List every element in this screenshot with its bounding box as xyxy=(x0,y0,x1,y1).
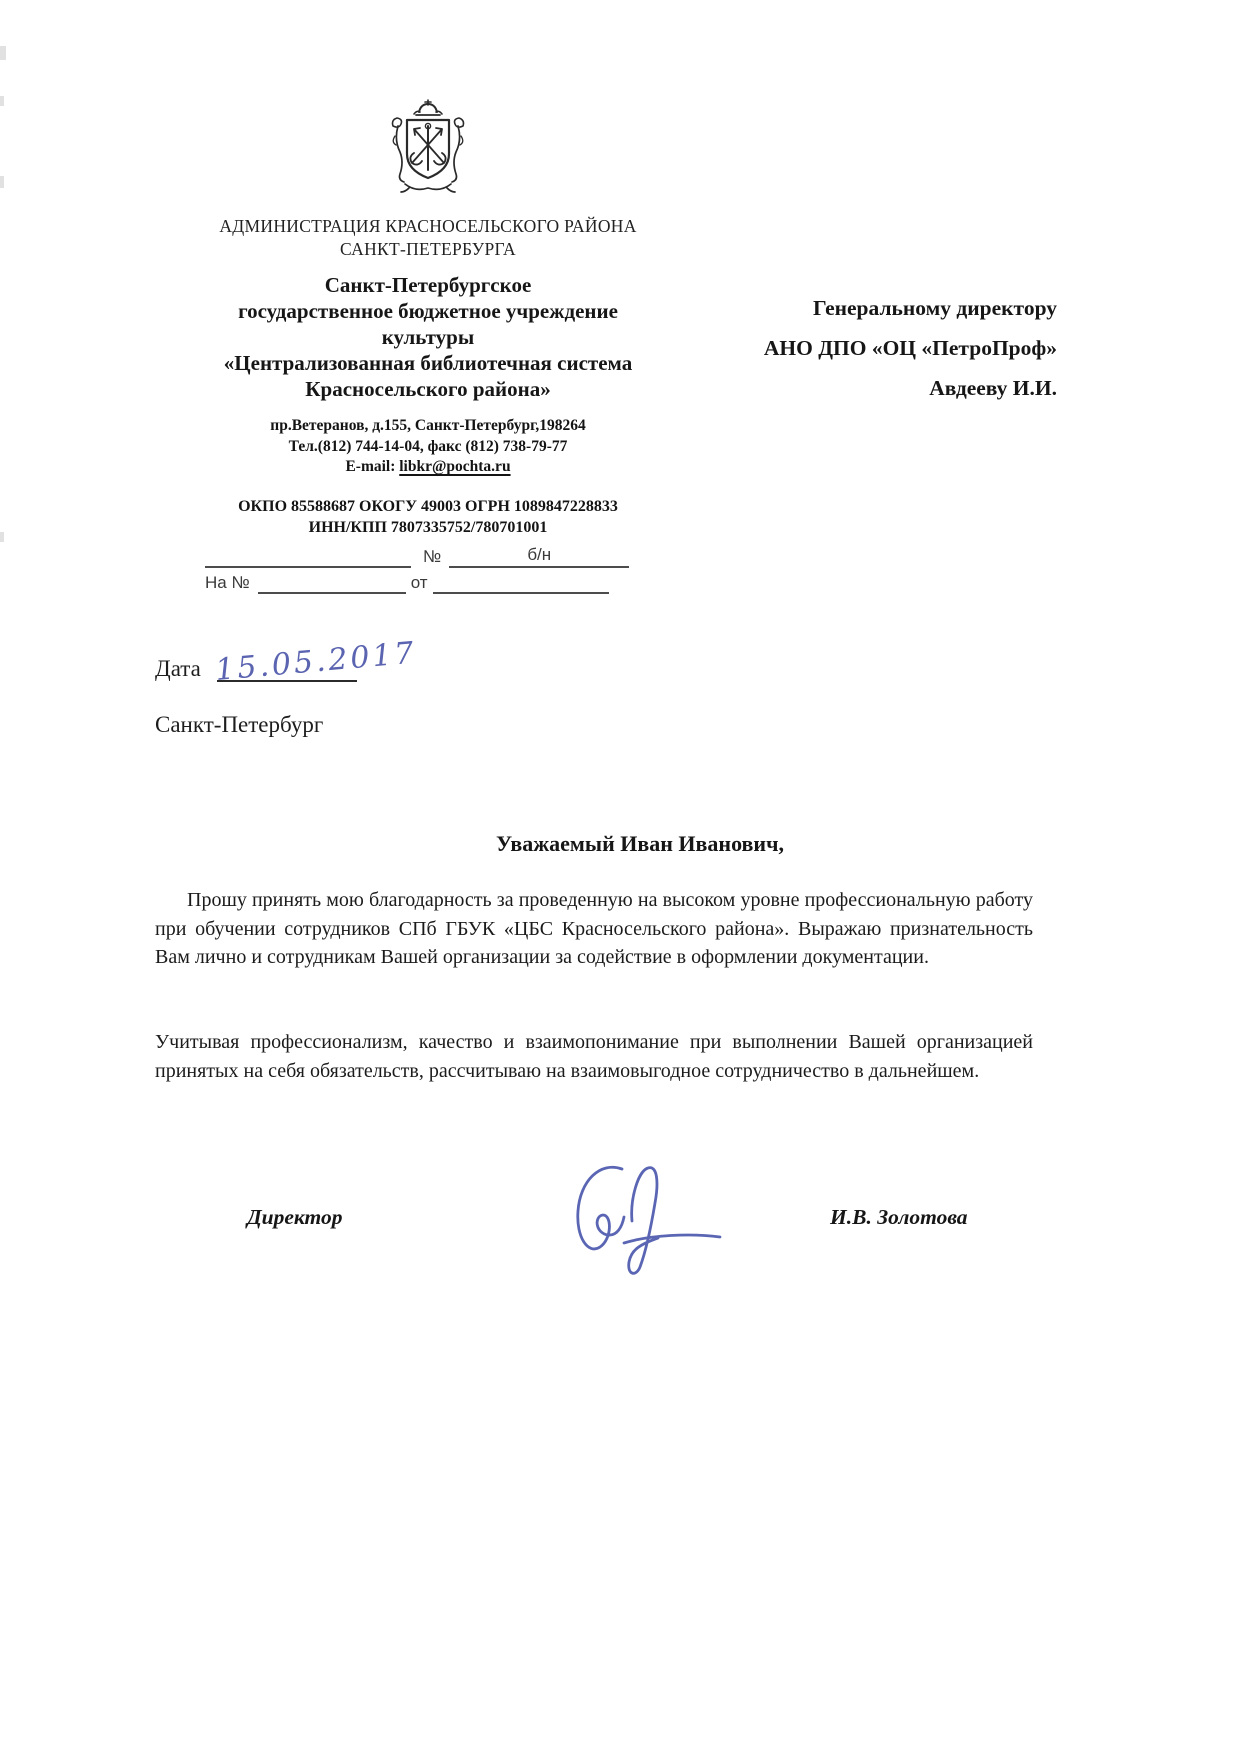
handwritten-signature xyxy=(570,1155,765,1275)
administration-line-2: САНКТ-ПЕТЕРБУРГА xyxy=(340,239,516,259)
body-paragraph-2: Учитывая профессионализм, качество и взаимопонимание при выполнении Вашей организацией принятых на себя обязательств, рассчитываю на взаимовыгодное сотрудничество в дальнейшем. xyxy=(155,1031,1033,1082)
coat-of-arms-icon xyxy=(383,96,473,200)
body-paragraph-1: Прошу принять мою благодарность за проведенную на высоком уровне профессиональную работу при обучении сотрудников СПб ГБУК «ЦБС Красносельского района». Выражаю признательность Вам лично и сотрудникам Вашей организации за содействие в оформлении документации. xyxy=(155,889,1033,968)
org-line: «Централизованная библиотечная система xyxy=(223,351,633,375)
org-line: культуры xyxy=(381,325,475,349)
email-address: libkr@pochta.ru xyxy=(399,458,511,475)
registry-codes xyxy=(128,497,728,538)
codes-line: ОКПО 85588687 ОКОГУ 49003 ОГРН 1089847228833 xyxy=(238,498,618,515)
org-email-line xyxy=(128,457,728,478)
scan-artifact xyxy=(0,532,4,542)
number-sign-label: № xyxy=(423,547,442,566)
outgoing-number-value: б/н xyxy=(449,545,629,568)
handwritten-date: 15.05.2017 xyxy=(213,635,418,688)
organization-name xyxy=(128,272,728,402)
org-phone: Тел.(812) 744-14-04, факс (812) 738-79-77 xyxy=(288,437,568,455)
na-number-label: На № xyxy=(205,573,250,592)
incoming-number-row xyxy=(205,568,609,594)
blank-line xyxy=(433,568,609,594)
administration-line-1: АДМИНИСТРАЦИЯ КРАСНОСЕЛЬСКОГО РАЙОНА xyxy=(219,216,637,236)
date-blank-line xyxy=(213,635,418,688)
blank-line xyxy=(258,568,406,594)
addressee-line: Авдееву И.И. xyxy=(929,376,1057,400)
ot-label: от xyxy=(410,573,428,592)
city-line: Санкт-Петербург xyxy=(155,712,324,737)
addressee-line: Генеральному директору xyxy=(813,296,1057,320)
org-line: Красносельского района» xyxy=(305,377,551,401)
scan-artifact xyxy=(0,176,4,188)
org-line: Санкт-Петербургское xyxy=(324,273,532,297)
date-label: Дата xyxy=(155,656,201,681)
codes-line: ИНН/КПП 7807335752/780701001 xyxy=(308,518,548,536)
scan-artifact xyxy=(0,46,6,60)
org-address: пр.Ветеранов, д.155, Санкт-Петербург,198264 xyxy=(270,417,586,434)
addressee-block xyxy=(660,288,1057,408)
scan-artifact xyxy=(0,96,4,106)
signer-name: И.В. Золотова xyxy=(830,1205,968,1229)
addressee-line: АНО ДПО «ОЦ «ПетроПроф» xyxy=(763,336,1057,360)
date-row xyxy=(155,635,418,688)
signer-title: Директор xyxy=(247,1205,343,1229)
org-line: государственное бюджетное учреждение xyxy=(238,299,618,323)
salutation: Уважаемый Иван Иванович, xyxy=(495,831,785,856)
email-label: E-mail: xyxy=(345,458,396,475)
contact-block xyxy=(128,416,728,478)
blank-line xyxy=(205,542,411,568)
outgoing-number-row xyxy=(205,542,629,568)
